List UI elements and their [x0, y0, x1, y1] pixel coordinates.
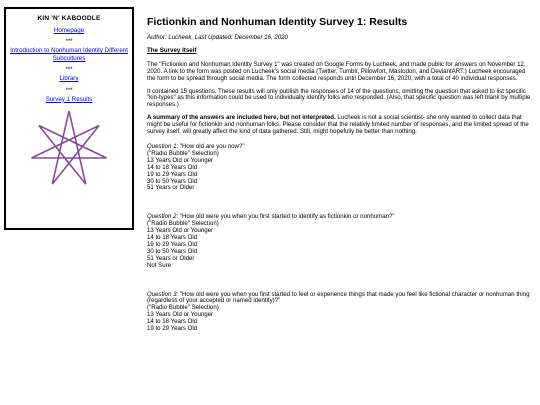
nav-link-homepage[interactable]: Homepage [53, 27, 85, 34]
answer-option: 13 Years Old or Younger [147, 156, 214, 164]
scope-paragraph: It contained 15 questions. These results will only publish the responses of 14 of the questions, omitting the question that asked to list specific "kin-types" as this information could be used to individually identify folks who responded. (Also, that specific question was left blank by multiple responses.) [147, 87, 531, 109]
separator: *** [65, 87, 73, 94]
answer-option: 14 to 18 Years Old [147, 163, 198, 171]
answer-option: 14 to 18 Years Old [147, 318, 198, 326]
summary-bold: A summary of the answers are included here, but not interpreted. [147, 114, 336, 122]
page-title: Fictionkin and Nonhuman Identity Survey 1: Results [147, 16, 408, 28]
septagram-icon [29, 107, 109, 193]
question-type: ("Radio Bubble" Selection) [147, 220, 219, 228]
answer-option: 14 to 18 Years Old [147, 234, 198, 242]
question-list [147, 144, 533, 333]
summary-rest: Lucheek is not a social scientist- she only wanted to collect data that might be useful for fictionkin and nonhuman folks. Please consider that the relativly limited number of responses, and the limited spread of the survey itself, will greatly affect the kind of data gathered. Still, might hopefully be better than nothing. [147, 114, 529, 136]
answer-option: 13 Years Old or Younger [147, 227, 214, 235]
separator: *** [65, 39, 73, 46]
answer-option: 51 Years or Older [147, 184, 195, 192]
question-prompt: "How old are you now?" [178, 142, 245, 150]
question-label: Question 2: [147, 213, 179, 221]
question-block [147, 144, 533, 192]
answer-option: 13 Years Old or Younger [147, 311, 214, 319]
answer-option: 51 Years or Older [147, 254, 195, 262]
answer-option: Not Sure [147, 261, 172, 269]
question-text [147, 292, 533, 306]
answer-option: 30 to 50 Years Old [147, 177, 198, 185]
intro-paragraph: The "Fictionkin and Nonhuman Identity Survey 1" was created on Google Forms by Lucheek, and made public for answers on November 12, 2020. A link to the form was posted on Lucheek's social media (Twitter, Tumblr, Pillowfort, Mastodon, and DeviantART.) Lucheek encouraged the form to be spread through social media. The form collected responds until December 16, 2020, with a total of 40 individual responses. [147, 60, 526, 82]
main-content [147, 16, 533, 355]
question-prompt: "How old were you when you first started to feel or experience things that made you feel like fictional character or nonhuman thing (regardless of your accepted or named identity)?" [147, 290, 530, 305]
answer-option: 19 to 29 Years Old [147, 170, 198, 178]
summary-paragraph [147, 115, 533, 136]
section-heading: The Survey Itself [147, 46, 197, 54]
site-title: KIN 'N' KABOODLE [37, 15, 101, 22]
nav-link-survey-results[interactable]: Survey 1 Results [45, 95, 93, 103]
question-label: Question 3: [147, 290, 179, 298]
separator: *** [65, 67, 73, 74]
question-prompt: "How old were you when you first started to identify as fictionkin or nonhuman?" [178, 213, 395, 221]
nav-link-introduction[interactable]: Introduction to Nonhuman Identity Different Subcultures [10, 47, 128, 62]
answer-option: 30 to 50 Years Old [147, 247, 198, 255]
answer-option: 19 to 29 Years Old [147, 325, 198, 333]
question-block [147, 214, 533, 269]
question-label: Question 1: [147, 142, 179, 150]
nav-link-library[interactable]: Library [59, 75, 79, 83]
sidebar [4, 7, 134, 230]
question-type: ("Radio Bubble" Selection) [147, 149, 219, 157]
question-type: ("Radio Bubble" Selection) [147, 304, 219, 312]
answer-option: 19 to 29 Years Old [147, 240, 198, 248]
question-block [147, 292, 533, 333]
byline: Author: Lucheek, Last Updated: December 16, 2020 [147, 34, 288, 41]
